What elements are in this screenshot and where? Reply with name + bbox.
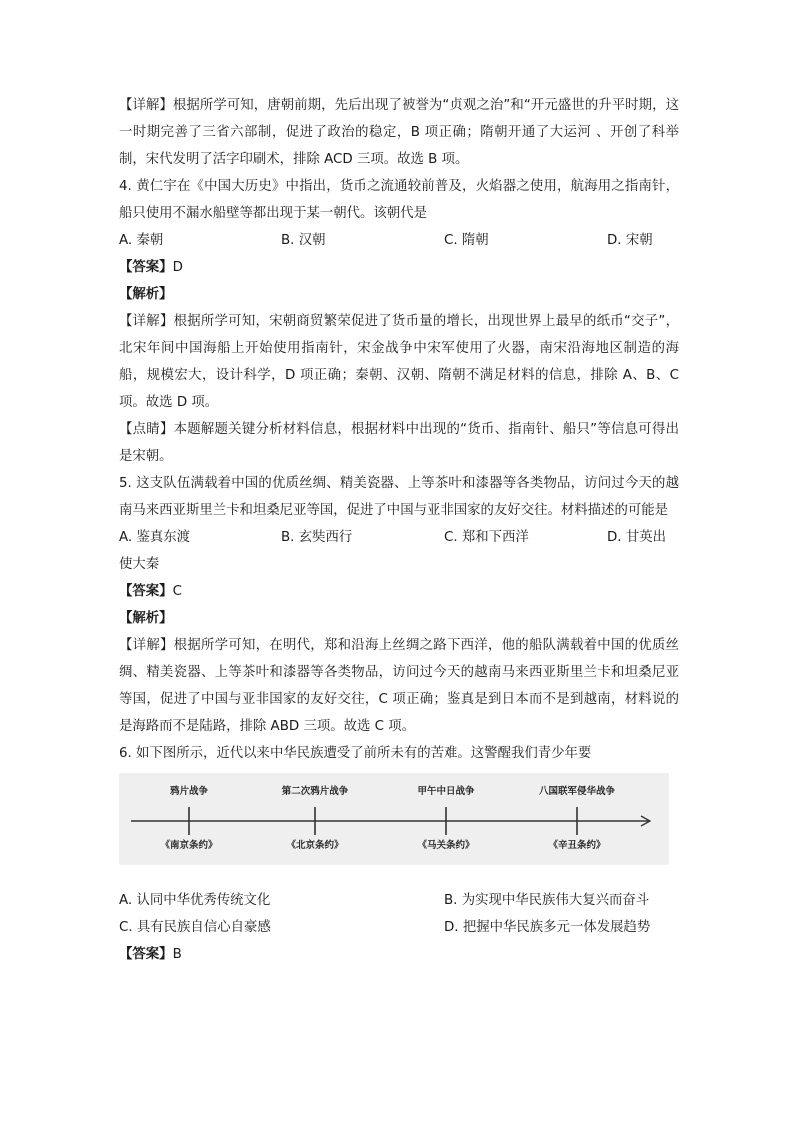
q4-analysis-detail: 【详解】根据所学可知，宋朝商贸繁荣促进了货币量的增长，出现世界上最早的纸币“交子”，北宋年间中国海船上开始使用指南针，宋金战争中宋军使用了火器，南宋沿海地区制造的海船，规模宏大，设计科学，D 项正确；秦朝、汉朝、隋朝不满足材料的信息，排除 A、B、C 项。故选 D 项。 (119, 314, 679, 410)
timeline-war-1: 鸦片战争 (169, 786, 209, 797)
q5-option-d-wrap: 使大秦 (119, 557, 160, 572)
q4-comment: 【点睛】本题解题关键分析材料信息，根据材料中出现的“货币、指南针、船只”等信息可得出是宋朝。 (119, 422, 679, 464)
q4-option-b[interactable]: B. 汉朝 (281, 233, 326, 248)
q4-options (119, 227, 679, 254)
document-page (119, 92, 679, 968)
q4-option-c[interactable]: C. 隋朝 (444, 233, 489, 248)
answer-label: 【答案】 (119, 584, 173, 599)
q4-option-d[interactable]: D. 宋朝 (607, 233, 653, 248)
q6-option-d[interactable]: D. 把握中华民族多元一体发展趋势 (444, 920, 651, 935)
q5-option-a[interactable]: A. 鉴真东渡 (119, 530, 190, 545)
q3-analysis-detail: 【详解】根据所学可知，唐朝前期，先后出现了被誉为“贞观之治”和“开元盛世的升平时期，这一时期完善了三省六部制，促进了政治的稳定，B 项正确；隋朝开通了大运河 、开创了科举制，宋代发明了活字印刷术，排除 ACD 三项。故选 B 项。 (119, 98, 679, 167)
q5-options (119, 524, 679, 551)
timeline-treaty-1: 《南京条约》 (160, 840, 218, 851)
q5-stem: 5. 这支队伍满载着中国的优质丝绸、精美瓷器、上等茶叶和漆器等各类物品，访问过今天的越南马来西亚斯里兰卡和坦桑尼亚等国，促进了中国与亚非国家的友好交往。材料描述的可能是 (119, 476, 679, 518)
q4-option-a[interactable]: A. 秦朝 (119, 233, 164, 248)
timeline-treaty-3: 《马关条约》 (417, 840, 475, 851)
timeline-war-2: 第二次鸦片战争 (281, 786, 349, 797)
q6-option-a[interactable]: A. 认同中华优秀传统文化 (119, 893, 271, 908)
q4-answer (119, 254, 679, 281)
timeline-treaty-4: 《辛丑条约》 (548, 840, 606, 851)
timeline-treaty-2: 《北京条约》 (286, 840, 344, 851)
answer-label: 【答案】 (119, 947, 173, 962)
timeline-war-3: 甲午中日战争 (417, 786, 475, 797)
answer-label: 【答案】 (119, 260, 173, 275)
q5-answer-value: C (172, 584, 182, 599)
q5-option-d[interactable]: D. 甘英出 (607, 530, 666, 545)
q4-answer-value: D (172, 260, 183, 275)
q5-analysis-detail: 【详解】根据所学可知，在明代，郑和沿海上丝绸之路下西洋，他的船队满载着中国的优质丝绸、精美瓷器、上等茶叶和漆器等各类物品，访问过今天的越南马来西亚斯里兰卡和坦桑尼亚等国，促进了中国与亚非国家的友好交往，C 项正确；鉴真是到日本而不是到越南，材料说的是海路而不是陆路，排除 ABD 三项。故选 C 项。 (119, 638, 679, 734)
q5-option-c[interactable]: C. 郑和下西洋 (444, 530, 529, 545)
q5-analysis-label: 【解析】 (119, 611, 173, 626)
q4-analysis-label: 【解析】 (119, 287, 173, 302)
q6-answer (119, 941, 679, 968)
history-timeline-figure (119, 773, 669, 865)
q6-answer-value: B (172, 947, 182, 962)
q6-stem: 6. 如下图所示，近代以来中华民族遭受了前所未有的苦难。这警醒我们青少年要 (119, 746, 592, 761)
q6-options-row-1 (119, 887, 679, 914)
timeline-war-4: 八国联军侵华战争 (538, 786, 616, 797)
q6-option-b[interactable]: B. 为实现中华民族伟大复兴而奋斗 (444, 893, 650, 908)
q6-options-row-2 (119, 914, 679, 941)
q5-option-b[interactable]: B. 玄奘西行 (281, 530, 353, 545)
q6-option-c[interactable]: C. 具有民族自信心自豪感 (119, 920, 271, 935)
q5-answer (119, 578, 679, 605)
q4-stem: 4. 黄仁宇在《中国大历史》中指出，货币之流通较前普及，火焰器之使用，航海用之指南针，船只使用不漏水船壁等都出现于某一朝代。该朝代是 (119, 179, 679, 221)
